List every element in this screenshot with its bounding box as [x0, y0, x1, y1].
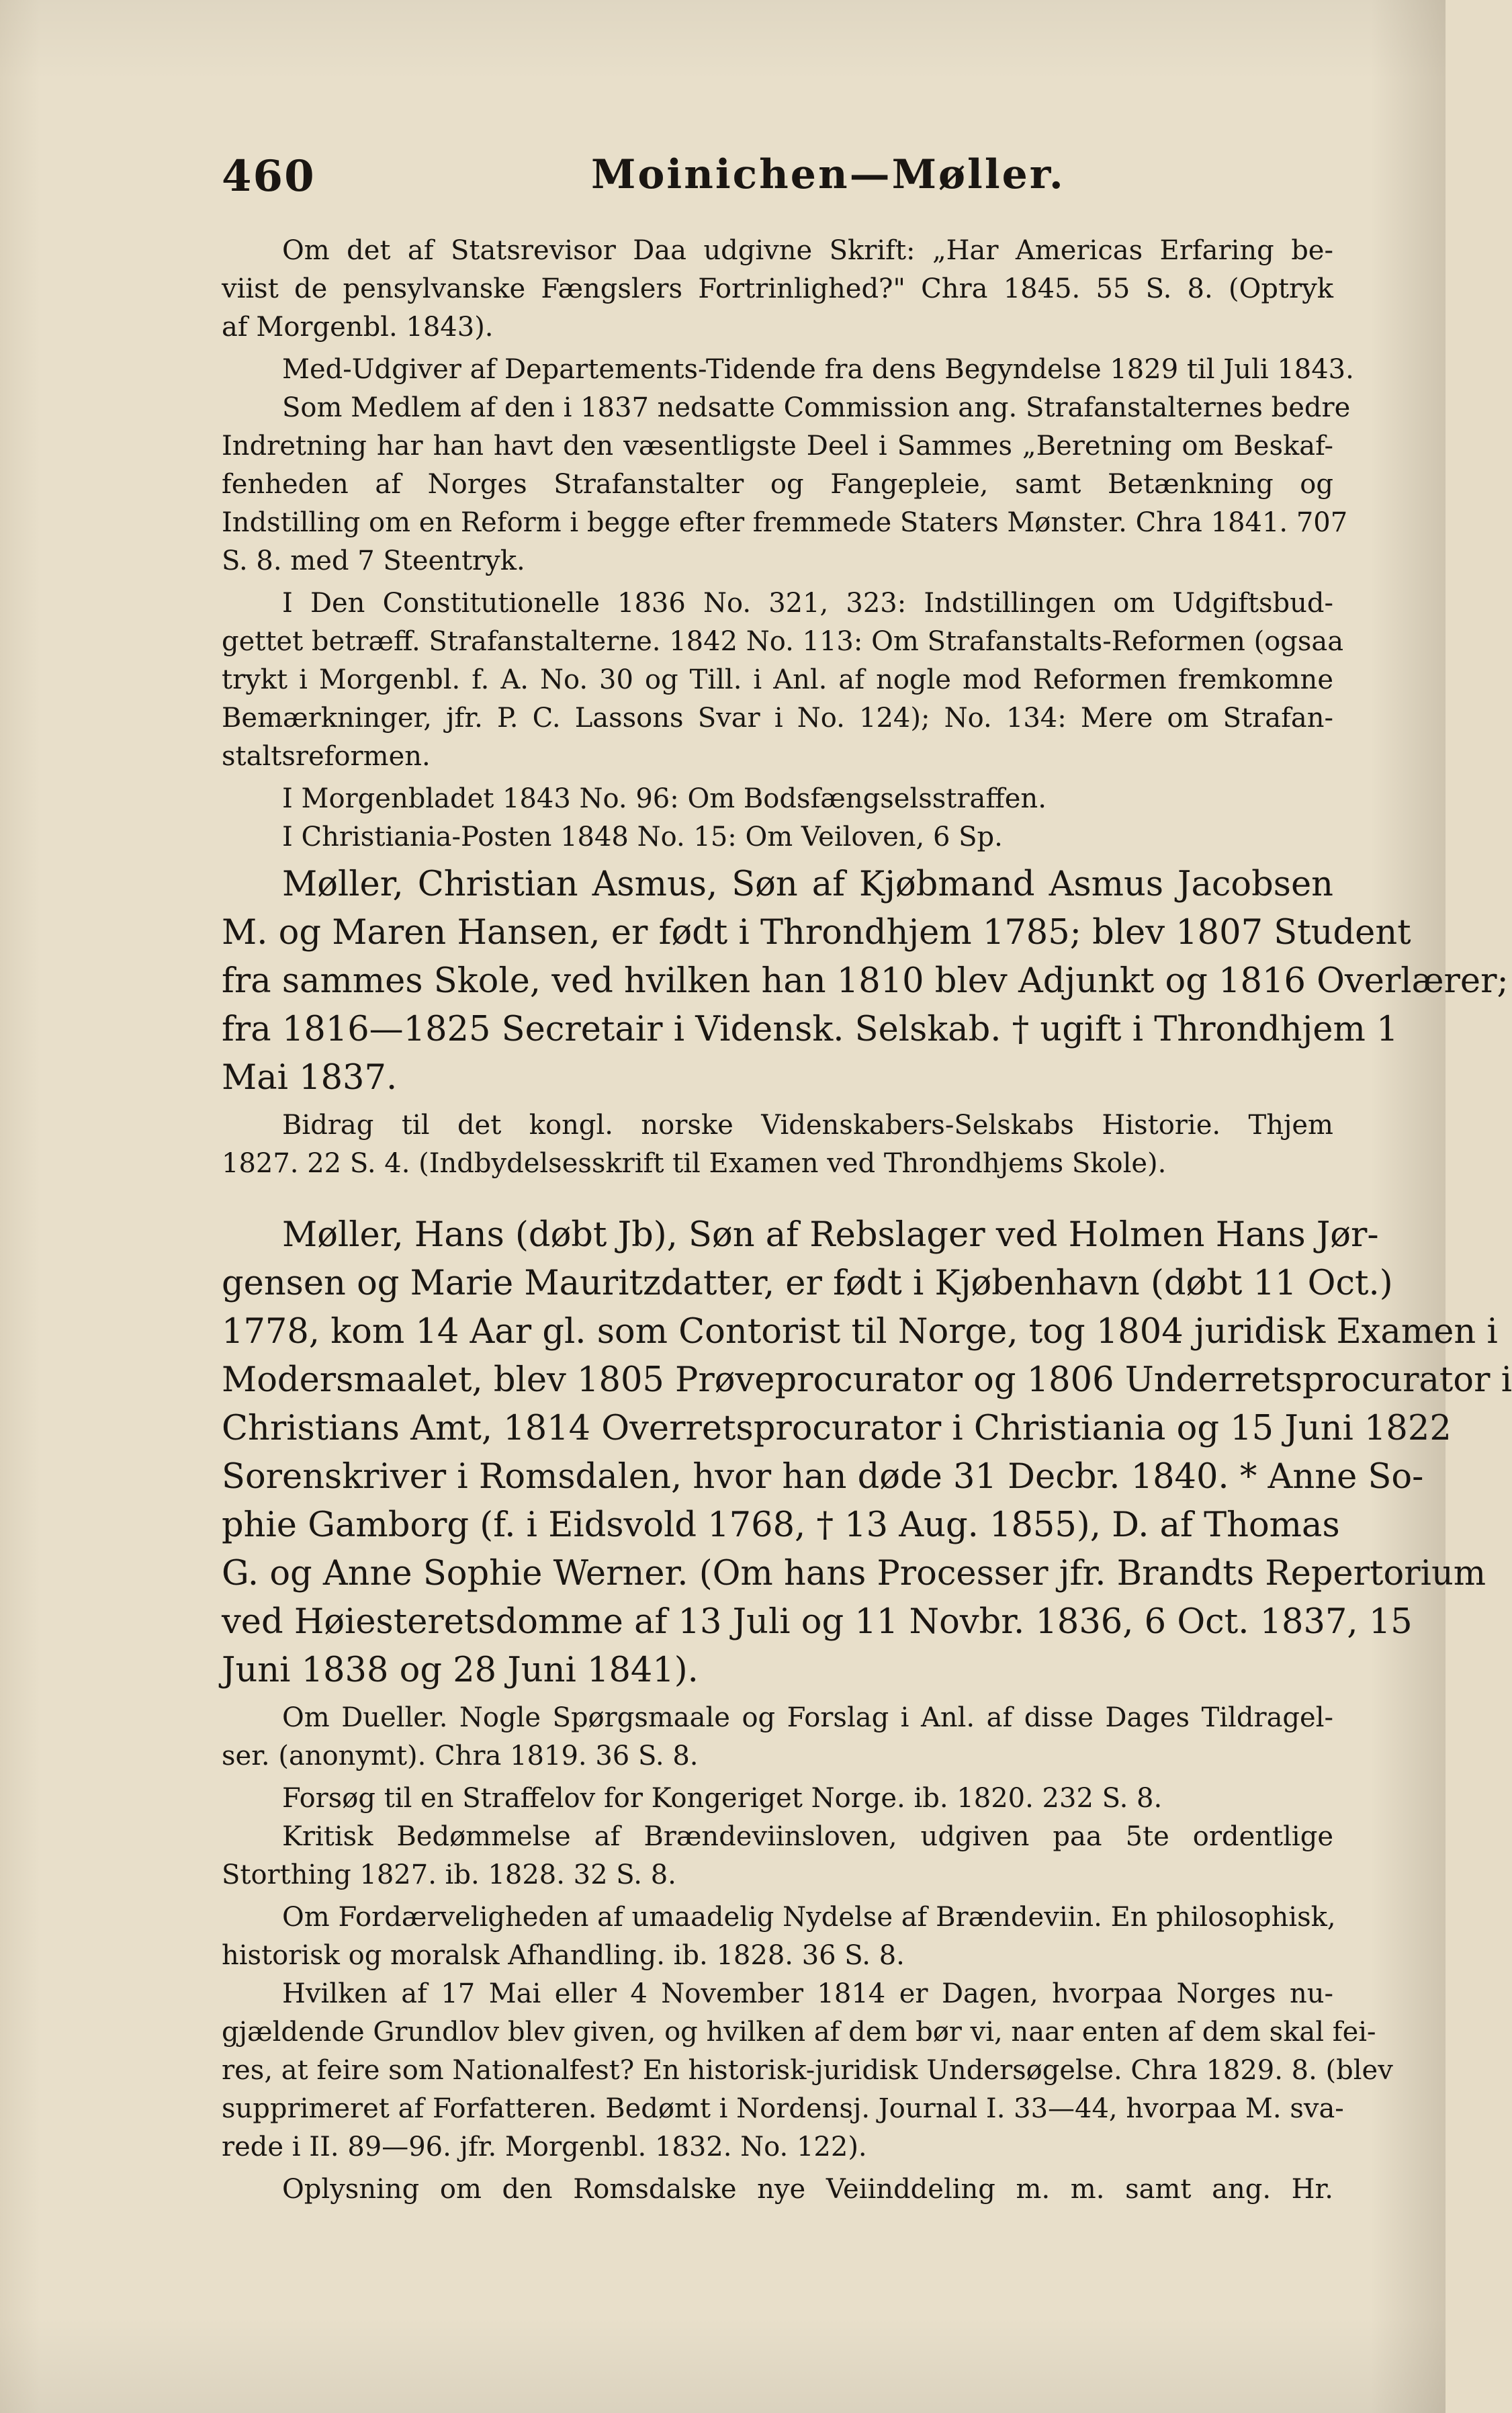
- text-line: I Den Constitutionelle 1836 No. 321, 323: Indstillingen om Udgiftsbud-: [282, 588, 1333, 619]
- text-line: Oplysning om den Romsdalske nye Veiinddeling m. m. samt ang. Hr.: [282, 2174, 1333, 2205]
- biography-christian-asmus-moller: [222, 861, 1509, 1102]
- text-line: Om Dueller. Nogle Spørgsmaale og Forslag i Anl. af disse Dages Tildragel-: [282, 1702, 1333, 1733]
- text-line: gettet betræff. Strafanstalterne. 1842 No. 113: Om Strafanstalts-Reformen (ogsaa: [222, 626, 1344, 657]
- text-line: Juni 1838 og 28 Juni 1841).: [222, 1651, 699, 1690]
- entry-dueller: [222, 1699, 1333, 1775]
- text-line: staltsreformen.: [222, 741, 431, 772]
- text-line: phie Gamborg (f. i Eidsvold 1768, † 13 Aug. 1855), D. af Thomas: [222, 1505, 1340, 1545]
- text-line: Christians Amt, 1814 Overretsprocurator i Christiania og 15 Juni 1822: [222, 1409, 1452, 1448]
- text-line: fenheden af Norges Strafanstalter og Fangepleie, samt Betænkning og: [222, 469, 1333, 500]
- text-line: Mai 1837.: [222, 1058, 398, 1098]
- text-line: Modersmaalet, blev 1805 Prøveprocurator og 1806 Underretsprocurator i: [222, 1360, 1512, 1400]
- text-line: res, at feire som Nationalfest? En historisk-juridisk Undersøgelse. Chra 1829. 8. (blev: [222, 2055, 1393, 2086]
- text-line: viist de pensylvanske Fængslers Fortrinlighed?" Chra 1845. 55 S. 8. (Optryk: [222, 273, 1333, 304]
- entry-commission-member: [222, 389, 1351, 580]
- text-line: I Morgenbladet 1843 No. 96: Om Bodsfængselsstraffen.: [282, 783, 1047, 814]
- entry-oplysning: [222, 2170, 1333, 2209]
- text-line: 1778, kom 14 Aar gl. som Contorist til Norge, tog 1804 juridisk Examen i: [222, 1312, 1498, 1352]
- entry-morgenbladet: [222, 780, 1333, 818]
- text-line: af Morgenbl. 1843).: [222, 312, 494, 343]
- page-body: [222, 232, 1512, 2209]
- text-line: Møller, Christian Asmus, Søn af Kjøbmand Asmus Jacobsen: [282, 865, 1333, 904]
- text-line: Kritisk Bedømmelse af Brændeviinsloven, udgiven paa 5te ordentlige: [282, 1821, 1333, 1852]
- entry-den-constitutionelle: [222, 584, 1344, 776]
- biography-hans-moller: [222, 1211, 1512, 1695]
- text-line: Sorenskriver i Romsdalen, hvor han døde 31 Decbr. 1840. * Anne So-: [222, 1457, 1424, 1497]
- text-line: fra 1816—1825 Secretair i Vidensk. Selskab. † ugift i Throndhjem 1: [222, 1010, 1398, 1049]
- text-line: Møller, Hans (døbt Jb), Søn af Rebslager ved Holmen Hans Jør-: [282, 1215, 1379, 1255]
- text-line: Bidrag til det kongl. norske Videnskabers-Selskabs Historie. Thjem: [282, 1110, 1333, 1141]
- text-line: trykt i Morgenbl. f. A. No. 30 og Till. i Anl. af nogle mod Reformen fremkomne: [222, 664, 1333, 695]
- text-line: I Christiania-Posten 1848 No. 15: Om Veiloven, 6 Sp.: [282, 822, 1003, 852]
- text-line: Hvilken af 17 Mai eller 4 November 1814 er Dagen, hvorpaa Norges nu-: [282, 1978, 1333, 2009]
- running-head: [222, 151, 1343, 205]
- entry-fordaervelighed: [222, 1898, 1336, 1975]
- text-line: Indretning har han havt den væsentligste Deel i Sammes „Beretning om Beskaf-: [222, 431, 1333, 462]
- text-line: Om det af Statsrevisor Daa udgivne Skrift: „Har Americas Erfaring be-: [282, 235, 1333, 266]
- entry-christiania-posten: [222, 818, 1333, 857]
- text-line: Indstilling om en Reform i begge efter fremmede Staters Mønster. Chra 1841. 707: [222, 507, 1348, 538]
- text-line: Storthing 1827. ib. 1828. 32 S. 8.: [222, 1859, 676, 1890]
- text-line: G. og Anne Sophie Werner. (Om hans Processer jfr. Brandts Repertorium: [222, 1554, 1486, 1593]
- text-line: supprimeret af Forfatteren. Bedømt i Nordensj. Journal I. 33—44, hvorpaa M. sva-: [222, 2093, 1344, 2124]
- text-line: gjældende Grundlov blev given, og hvilken af dem bør vi, naar enten af dem skal fei-: [222, 2017, 1376, 2048]
- text-line: ved Høiesteretsdomme af 13 Juli og 11 Novbr. 1836, 6 Oct. 1837, 15: [222, 1602, 1413, 1642]
- text-line: Med-Udgiver af Departements-Tidende fra dens Begyndelse 1829 til Juli 1843.: [282, 354, 1354, 385]
- page-number: 460: [222, 151, 316, 202]
- text-line: fra sammes Skole, ved hvilken han 1810 blev Adjunkt og 1816 Overlærer;: [222, 961, 1509, 1001]
- entry-daa-writing: [222, 232, 1333, 347]
- entry-forsog: [222, 1780, 1333, 1818]
- text-line: Forsøg til en Straffelov for Kongeriget Norge. ib. 1820. 232 S. 8.: [282, 1783, 1163, 1814]
- entry-hvilken: [222, 1975, 1393, 2166]
- text-line: 1827. 22 S. 4. (Indbydelsesskrift til Examen ved Throndhjems Skole).: [222, 1148, 1167, 1179]
- text-line: ser. (anonymt). Chra 1819. 36 S. 8.: [222, 1741, 699, 1771]
- text-line: historisk og moralsk Afhandling. ib. 1828. 36 S. 8.: [222, 1940, 905, 1971]
- entry-med-udgiver: [222, 351, 1354, 389]
- entry-bidrag: [222, 1106, 1333, 1183]
- text-line: M. og Maren Hansen, er født i Throndhjem 1785; blev 1807 Student: [222, 913, 1411, 953]
- text-line: Som Medlem af den i 1837 nedsatte Commission ang. Strafanstalternes bedre: [282, 392, 1351, 423]
- entry-kritisk: [222, 1818, 1333, 1894]
- text-line: S. 8. med 7 Steentryk.: [222, 545, 525, 576]
- text-line: gensen og Marie Mauritzdatter, er født i Kjøbenhavn (døbt 11 Oct.): [222, 1264, 1393, 1303]
- text-line: Om Fordærveligheden af umaadelig Nydelse af Brændeviin. En philosophisk,: [282, 1902, 1336, 1933]
- text-line: rede i II. 89—96. jfr. Morgenbl. 1832. No. 122).: [222, 2132, 867, 2162]
- text-line: Bemærkninger, jfr. P. C. Lassons Svar i No. 124); No. 134: Mere om Strafan-: [222, 703, 1333, 734]
- page-title: Moinichen—Møller.: [591, 151, 1065, 198]
